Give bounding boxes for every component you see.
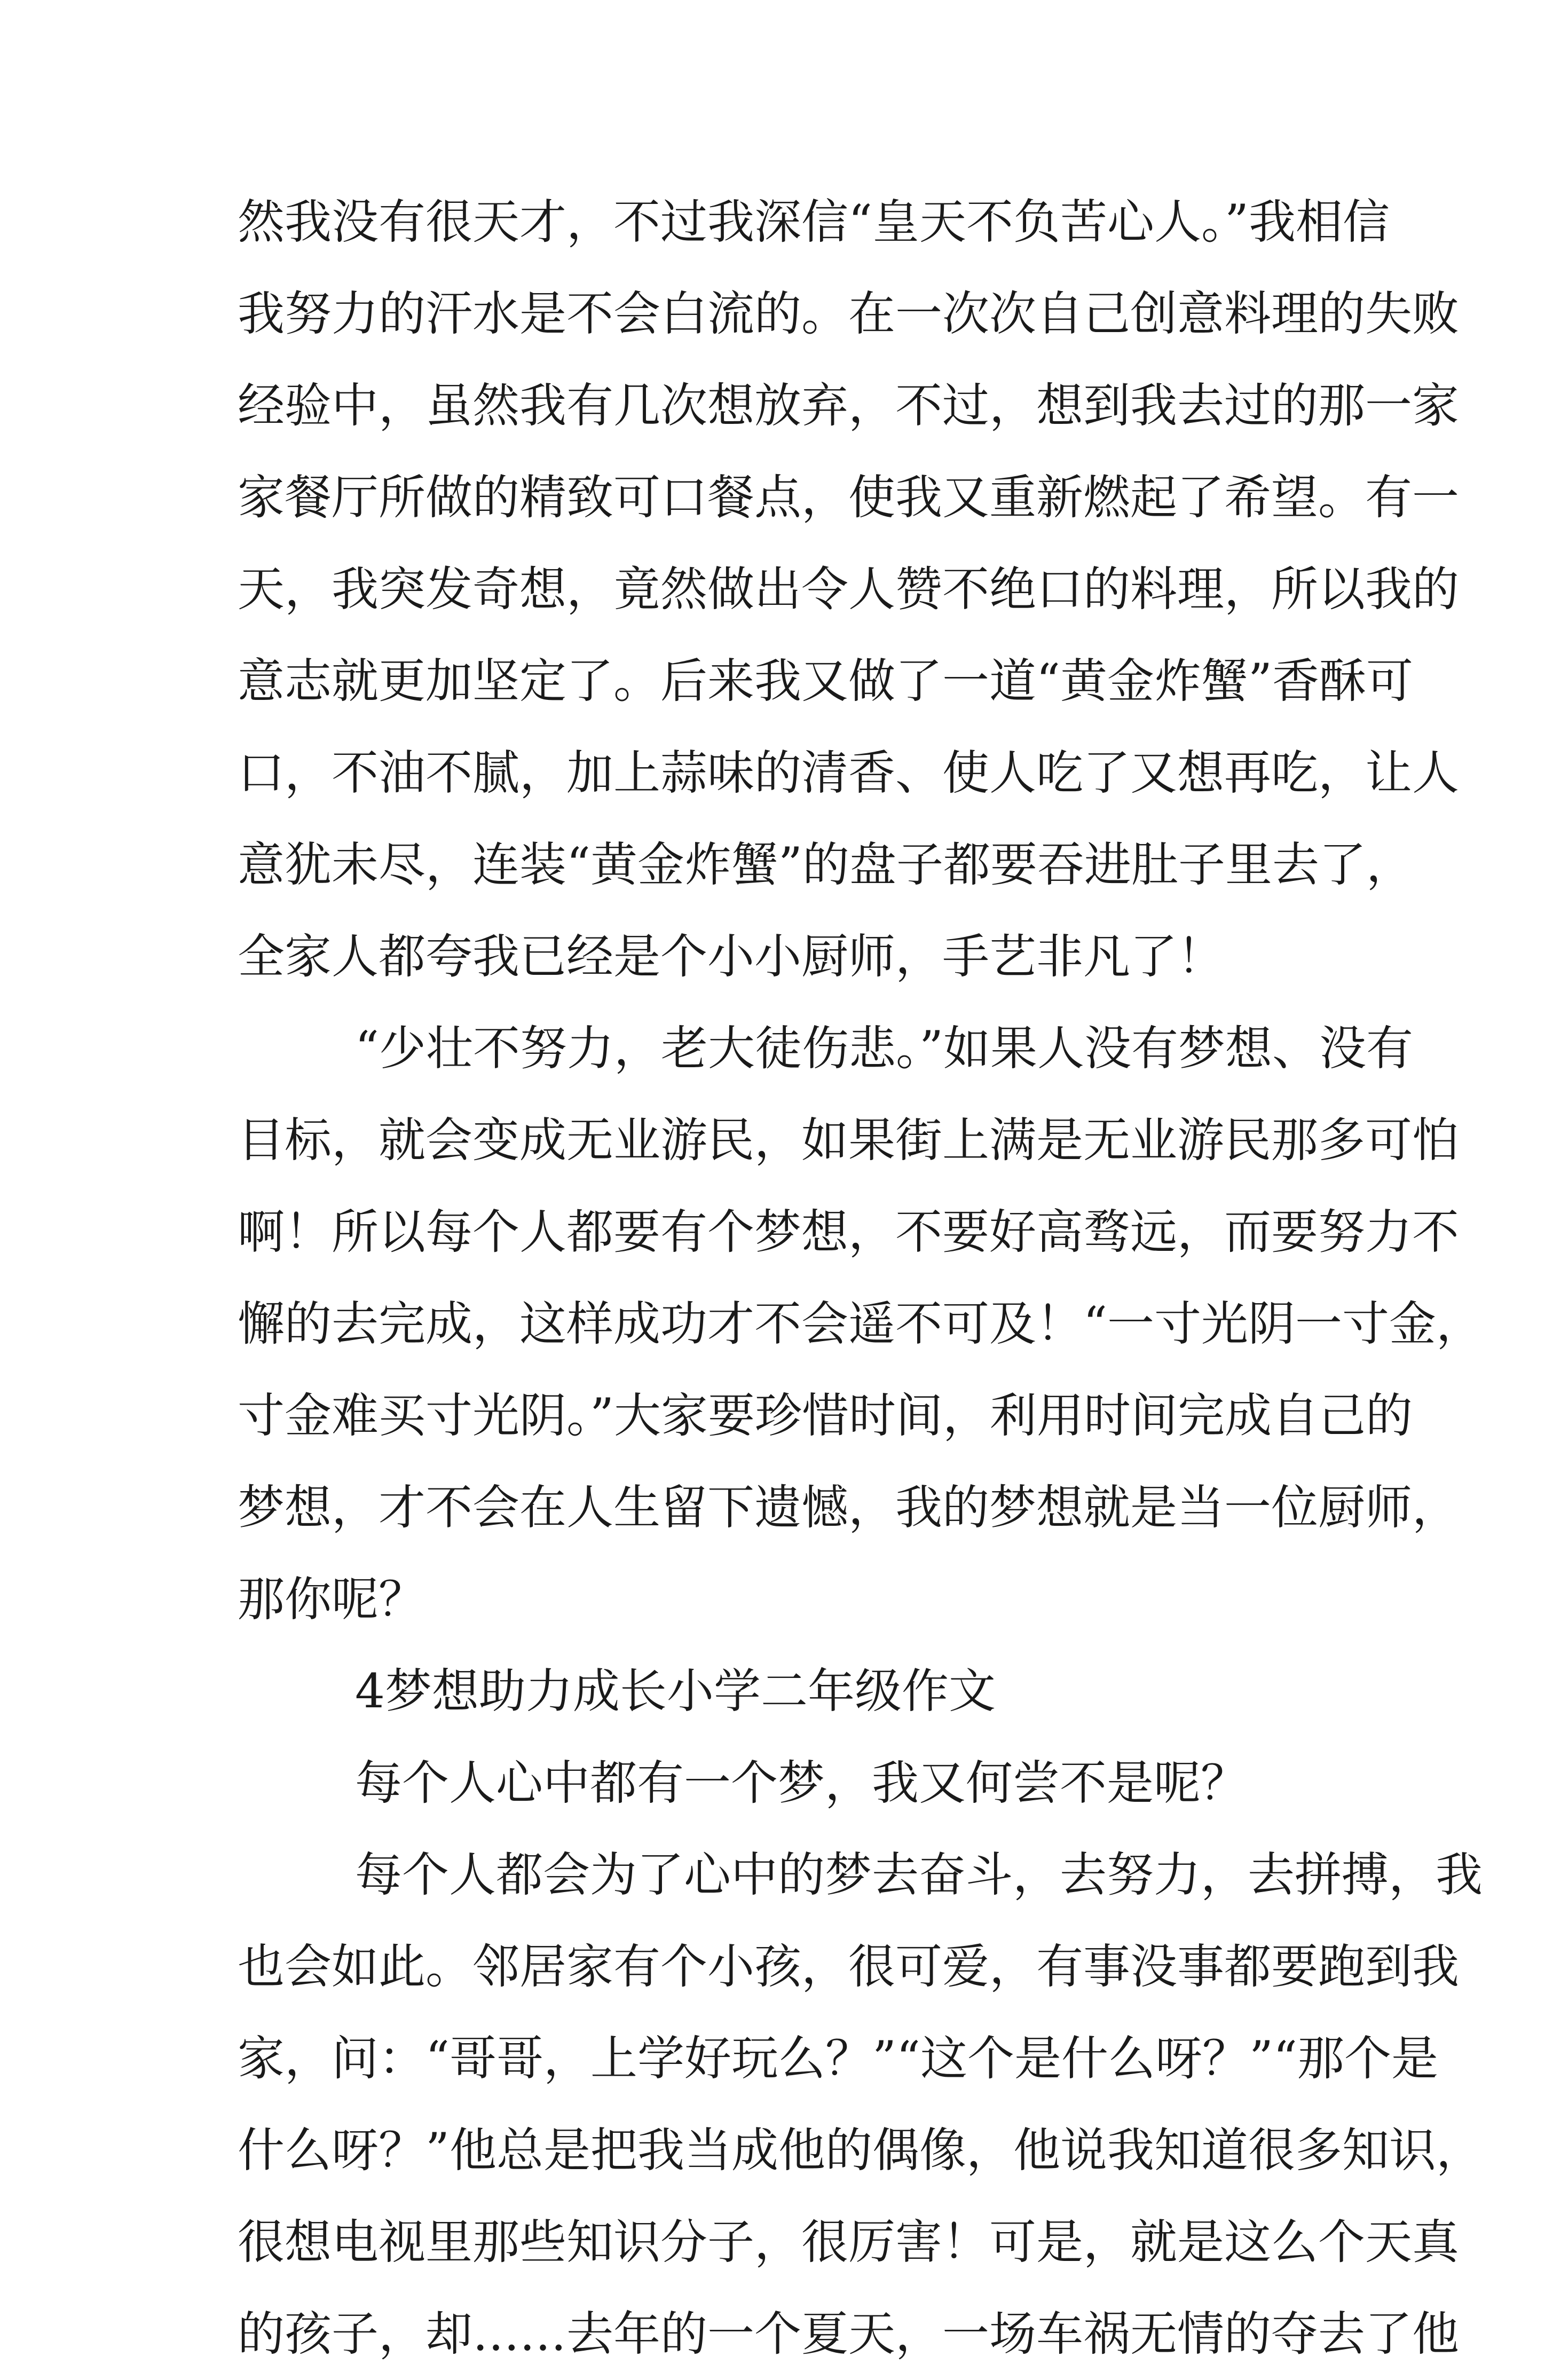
text-line: 什么呀？”他总是把我当成他的偶像，他说我知道很多知识， [238,2123,1483,2178]
document-page [238,176,1483,2380]
text-line: 那你呢？ [238,1572,426,1627]
text-line: 啊！所以每个人都要有个梦想，不要好高骛远，而要努力不 [238,1204,1460,1259]
text-line: 目标，就会变成无业游民，如果街上满是无业游民那多可怕 [238,1113,1460,1168]
paragraph-start-line: “少壮不努力，老大徒伤悲。”如果人没有梦想、没有 [355,1021,1413,1076]
text-line: 也会如此。邻居家有个小孩，很可爱，有事没事都要跑到我 [238,1939,1460,1994]
text-line: 意志就更加坚定了。后来我又做了一道“黄金炸蟹”香酥可 [238,653,1413,708]
text-line: 天，我突发奇想，竟然做出令人赞不绝口的料理，所以我的 [238,562,1460,617]
text-line: 家，问：“哥哥，上学好玩么？”“这个是什么呀？”“那个是 [238,2031,1438,2086]
text-line: 全家人都夸我已经是个小小厨师，手艺非凡了！ [238,929,1225,984]
text-line: 梦想，才不会在人生留下遗憾，我的梦想就是当一位厨师， [238,1480,1460,1535]
text-line: 家餐厅所做的精致可口餐点，使我又重新燃起了希望。有一 [238,470,1460,525]
text-line: 然我没有很天才，不过我深信“皇天不负苦心人。”我相信 [238,194,1390,249]
text-line: 寸金难买寸光阴。”大家要珍惜时间，利用时间完成自己的 [238,1388,1413,1443]
text-line: 我努力的汗水是不会白流的。在一次次自己创意料理的失败 [238,286,1460,341]
section-heading: 4梦想助力成长小学二年级作文 [355,1664,996,1719]
paragraph-start-line: 每个人心中都有一个梦，我又何尝不是呢？ [355,1755,1248,1810]
text-line: 的孩子，却……去年的一个夏天，一场车祸无情的夺去了他 [238,2306,1460,2361]
text-line: 意犹未尽，连装“黄金炸蟹”的盘子都要吞进肚子里去了， [238,837,1413,892]
text-line: 口，不油不腻，加上蒜味的清香、使人吃了又想再吃，让人 [238,745,1460,800]
paragraph-start-line: 每个人都会为了心中的梦去奋斗，去努力，去拼搏，我 [355,1847,1483,1902]
text-line: 经验中，虽然我有几次想放弃，不过，想到我去过的那一家 [238,378,1460,433]
text-line: 很想电视里那些知识分子，很厉害！可是，就是这么个天真 [238,2214,1460,2269]
text-line: 懈的去完成，这样成功才不会遥不可及！“一寸光阴一寸金， [238,1296,1483,1351]
